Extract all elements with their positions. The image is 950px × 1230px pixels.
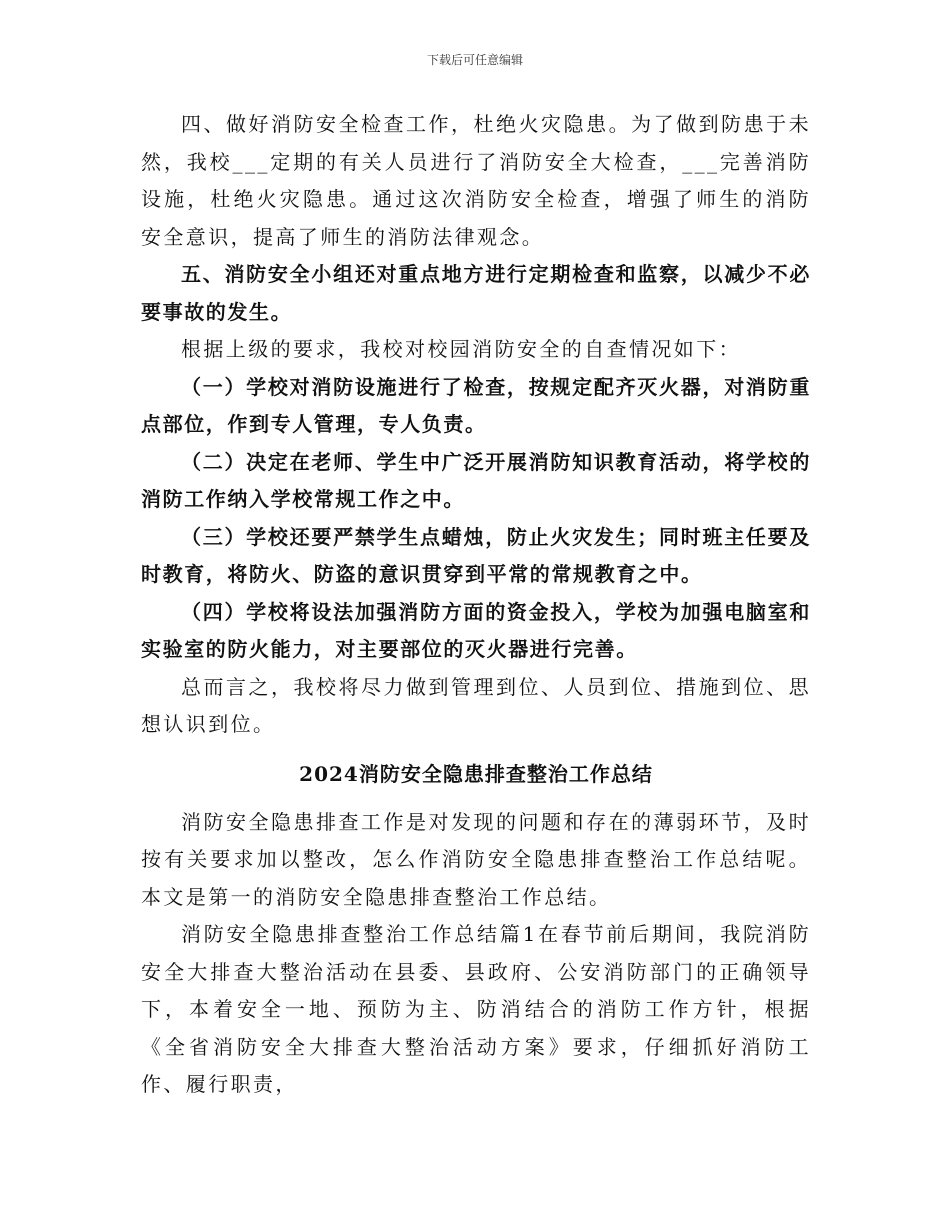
paragraph-check-2: （二）决定在老师、学生中广泛开展消防知识教育活动，将学校的消防工作纳入学校常规工作之中。 xyxy=(141,449,811,511)
paragraph-self-check-intro: 根据上级的要求，我校对校园消防安全的自查情况如下： xyxy=(181,337,741,361)
paragraph-summary-intro: 消防安全隐患排查工作是对发现的问题和存在的薄弱环节，及时按有关要求加以整改，怎么作消防安全隐患排查整治工作总结呢。本文是第一的消防安全隐患排查整治工作总结。 xyxy=(141,809,811,909)
document-body xyxy=(141,106,811,1104)
document-title: 2024消防安全隐患排查整治工作总结 xyxy=(299,761,653,786)
paragraph-conclusion: 总而言之，我校将尽力做到管理到位、人员到位、措施到位、思想认识到位。 xyxy=(141,674,811,736)
paragraph-item-4: 四、做好消防安全检查工作，杜绝火灾隐患。为了做到防患于未然，我校___定期的有关人员进行了消防安全大检查，___完善消防设施，杜绝火灾隐患。通过这次消防安全检查，增强了师生的消防安全意识，提高了师生的消防法律观念。 xyxy=(141,112,811,249)
paragraph-check-1: （一）学校对消防设施进行了检查，按规定配齐灭火器，对消防重点部位，作到专人管理，专人负责。 xyxy=(141,374,811,436)
paragraph-check-3: （三）学校还要严禁学生点蜡烛，防止火灾发生；同时班主任要及时教育，将防火、防盗的意识贯穿到平常的常规教育之中。 xyxy=(141,524,811,586)
paragraph-summary-part1: 消防安全隐患排查整治工作总结篇1在春节前后期间，我院消防安全大排查大整治活动在县委、县政府、公安消防部门的正确领导下，本着安全一地、预防为主、防消结合的消防工作方针，根据《全省消防安全大排查大整治活动方案》要求，仔细抓好消防工作、履行职责， xyxy=(141,922,811,1096)
paragraph-item-5: 五、消防安全小组还对重点地方进行定期检查和监察，以减少不必要事故的发生。 xyxy=(141,262,811,324)
page-header-note: 下载后可任意编辑 xyxy=(426,53,523,67)
paragraph-check-4: （四）学校将设法加强消防方面的资金投入，学校为加强电脑室和实验室的防火能力，对主要部位的灭火器进行完善。 xyxy=(141,599,811,661)
